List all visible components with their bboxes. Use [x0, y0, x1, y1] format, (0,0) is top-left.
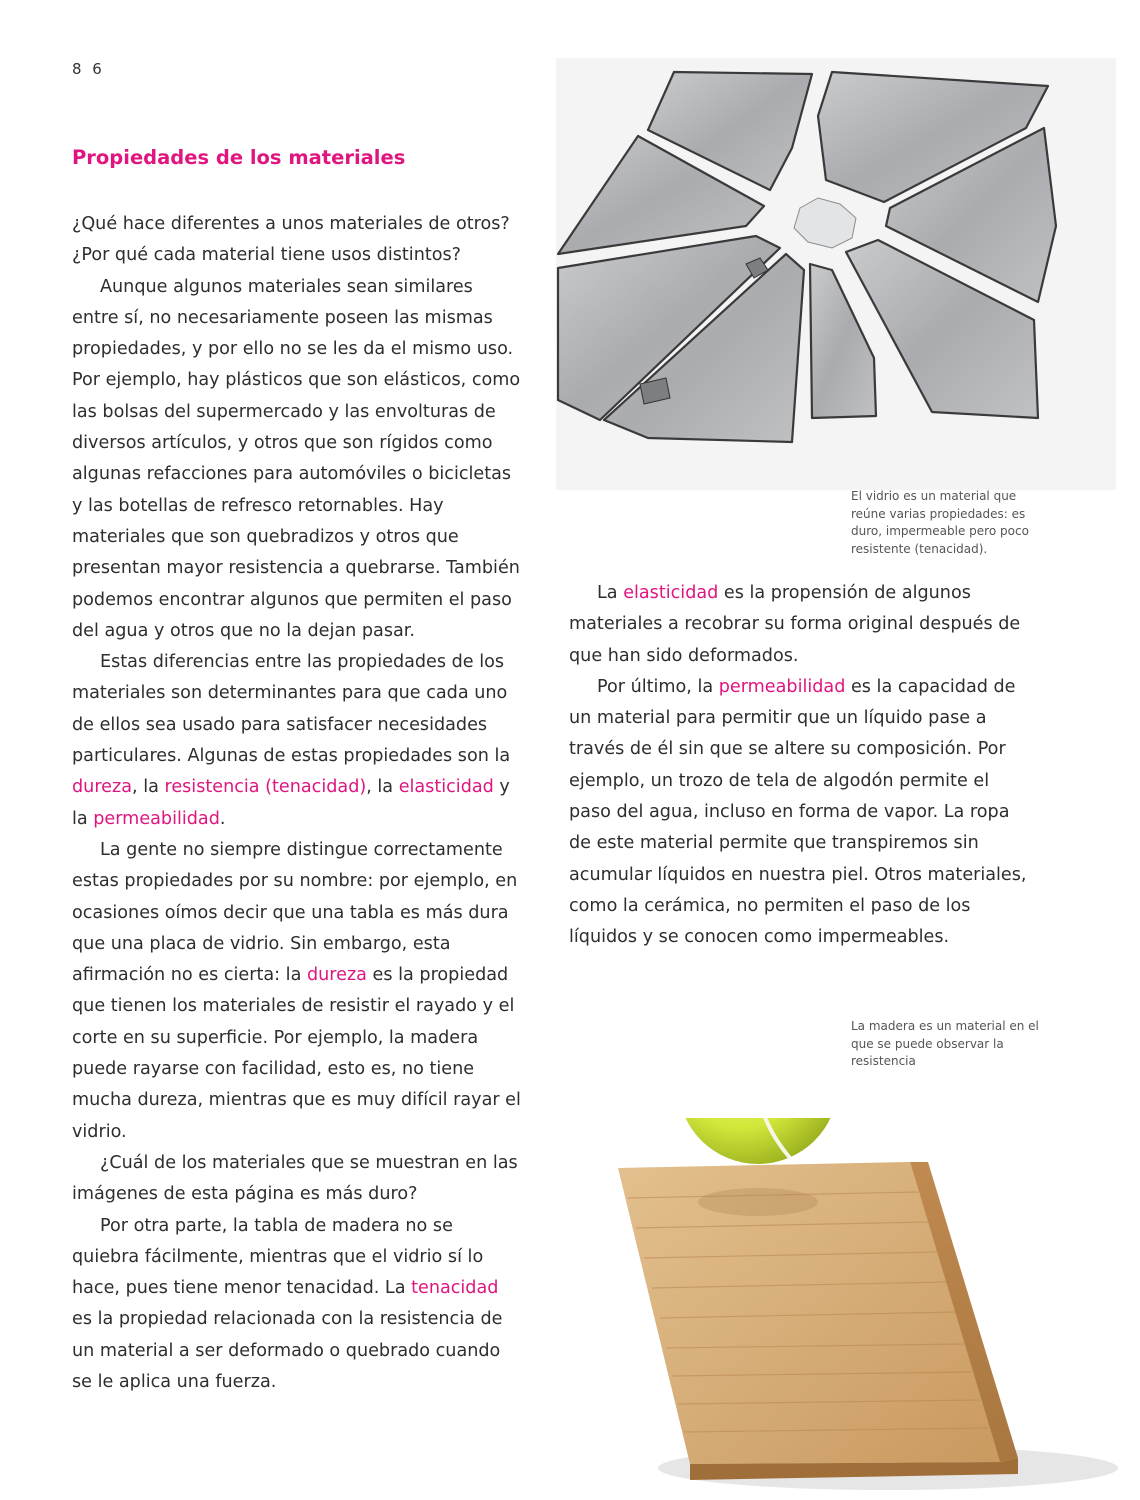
- term-dureza: dureza: [72, 777, 133, 798]
- term-dureza: dureza: [306, 965, 367, 986]
- paragraph-question: ¿Cuál de los materiales que se muestran en las imágenes de esta página es más duro?: [72, 1152, 518, 1205]
- term-elasticidad: elasticidad: [623, 583, 719, 603]
- term-resistencia: resistencia (tenacidad): [164, 777, 367, 798]
- term-tenacidad: tenacidad: [411, 1278, 499, 1299]
- right-column: [569, 578, 1029, 954]
- paragraph-intro: ¿Qué hace diferentes a unos materiales de otros? ¿Por qué cada material tiene usos distintos?: [72, 214, 510, 266]
- left-column: [72, 209, 522, 1398]
- wood-block-tennis-ball-photo: [598, 1118, 1118, 1500]
- caption-glass: El vidrio es un material que reúne varias propiedades: es duro, impermeable pero poco resistente (tenacidad).: [851, 489, 1029, 556]
- term-permeabilidad: permeabilidad: [718, 676, 846, 697]
- paragraph-properties: Estas diferencias entre las propiedades de los materiales son determinantes para que cada uno de ellos sea usado para satisfacer necesidades particulares. Algunas de estas propiedades son la dureza, la resistencia (tenacidad), la elasticidad y la permeabilidad.: [72, 652, 511, 829]
- paragraph-tenacity: Por otra parte, la tabla de madera no se quiebra fácilmente, mientras que el vidrio sí lo hace, pues tiene menor tenacidad. La tenacidad es la propiedad relacionada con la resistencia de un material a ser deformado o quebrado cuando se le aplica una fuerza.: [72, 1215, 503, 1392]
- paragraph-similar-materials: Aunque algunos materiales sean similares entre sí, no necesariamente poseen las mismas propiedades, y por ello no se les da el mismo uso. Por ejemplo, hay plásticos que son elásticos, como las bolsas del supermercado y las envolturas de diversos artículos, y otros que son rígidos como algunas refacciones para automóviles o bicicletas y las botellas de refresco retornables. Hay materiales que son quebradizos y otros que presentan mayor resistencia a quebrarse. También podemos encontrar algunos que permiten el paso del agua y otros que no la dejan pasar.: [72, 276, 521, 641]
- page-number: 8 6: [72, 60, 105, 78]
- broken-glass-photo: [556, 58, 1116, 490]
- caption-wood: La madera es un material en el que se puede observar la resistencia: [851, 1019, 1039, 1068]
- paragraph-permeability: Por último, la permeabilidad es la capacidad de un material para permitir que un líquido pase a través de él sin que se altere su composición. Por ejemplo, un trozo de tela de algodón permite el paso del agua, incluso en forma de vapor. La ropa de este material permite que transpiremos sin acumular líquidos en nuestra piel. Otros materiales, como la cerámica, no permiten el paso de los líquidos y se conocen como impermeables.: [569, 676, 1027, 948]
- term-elasticidad: elasticidad: [398, 777, 494, 798]
- section-title: Propiedades de los materiales: [72, 146, 406, 169]
- paragraph-hardness: La gente no siempre distingue correctamente estas propiedades por su nombre: por ejemplo, en ocasiones oímos decir que una tabla es más dura que una placa de vidrio. Sin embargo, esta afirmación no es cierta: la dureza es la propiedad que tienen los materiales de resistir el rayado y el corte en su superficie. Por ejemplo, la madera puede rayarse con facilidad, esto es, no tiene mucha dureza, mientras que es muy difícil rayar el vidrio.: [72, 839, 521, 1142]
- paragraph-elasticity: La elasticidad es la propensión de algunos materiales a recobrar su forma original después de que han sido deformados.: [569, 583, 1021, 666]
- term-permeabilidad: permeabilidad: [93, 808, 220, 829]
